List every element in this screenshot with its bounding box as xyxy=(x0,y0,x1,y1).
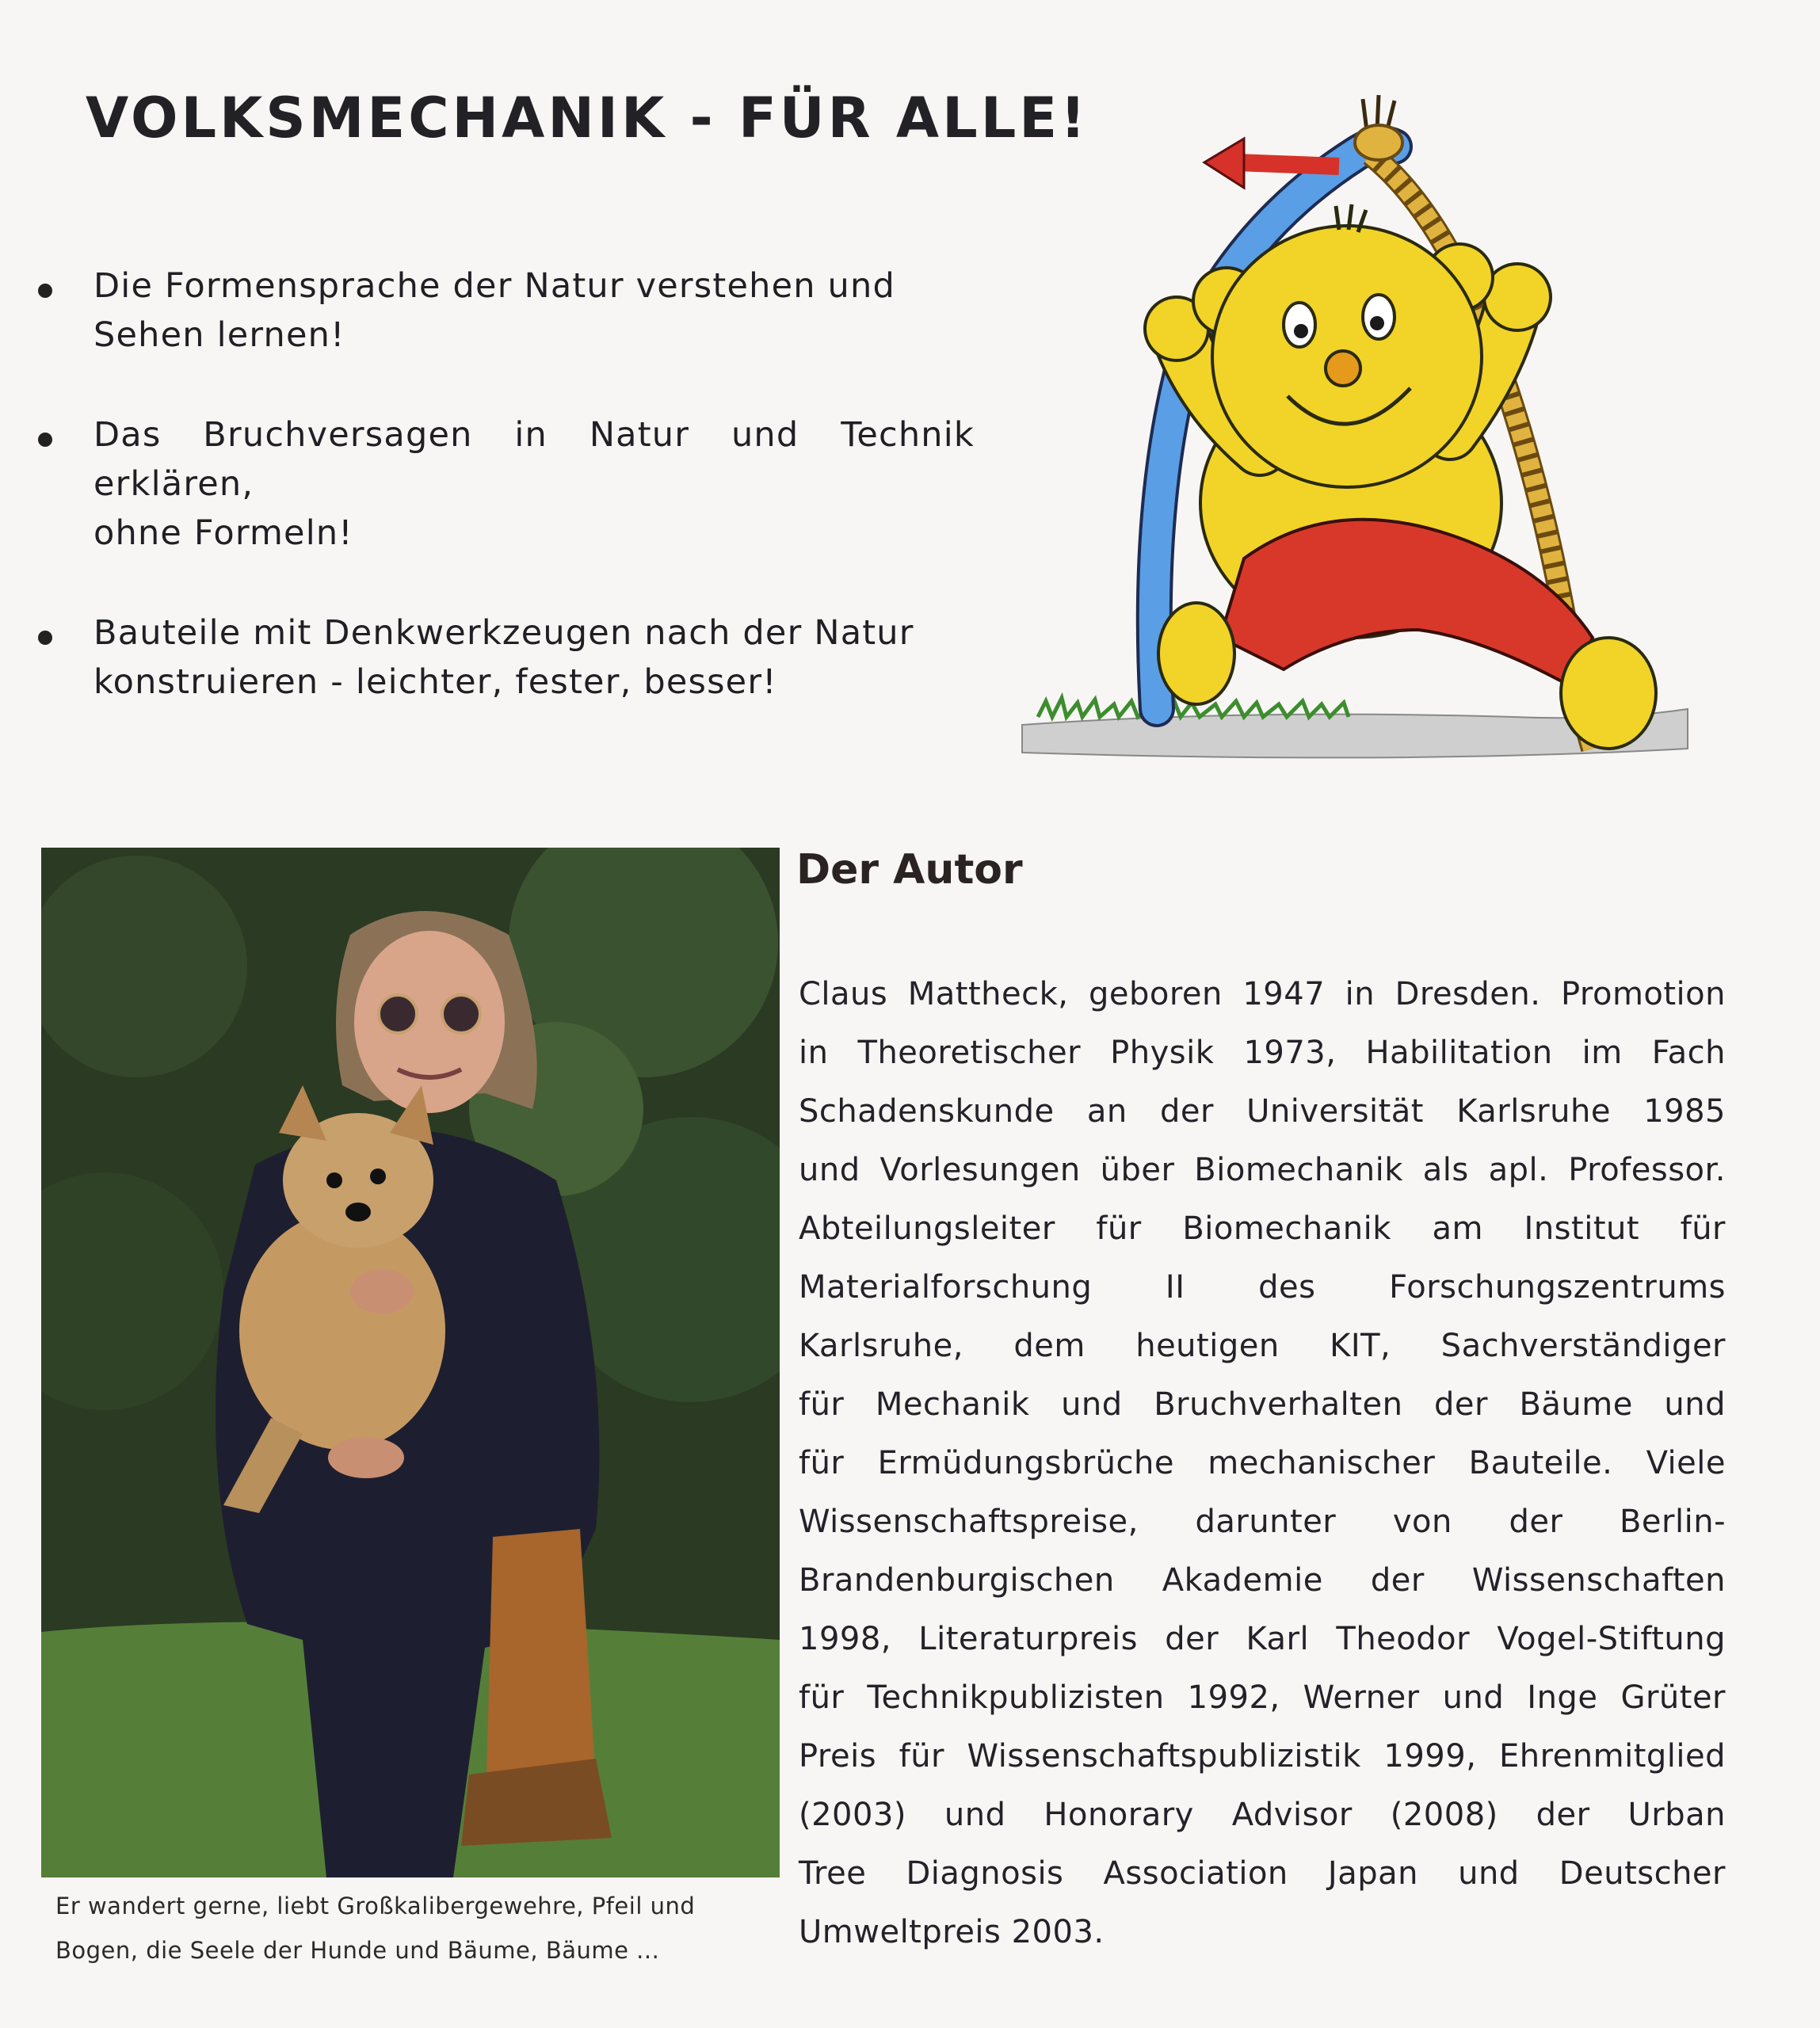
bullet-dot-icon xyxy=(38,433,52,447)
bullet-line: ohne Formeln! xyxy=(93,513,353,553)
author-heading: Der Autor xyxy=(796,846,1023,894)
bio-line: Preis für Wissenschaftspublizistik 1999, Ehrenmitglied xyxy=(799,1738,1726,1774)
bio-line: Materialforschung II des Forschungszentrums xyxy=(799,1269,1726,1306)
caption-line: Bogen, die Seele der Hunde und Bäume, Bäume ... xyxy=(55,1937,660,1964)
bullet-line: Bauteile mit Denkwerkzeugen nach der Natur xyxy=(93,613,914,653)
author-biography xyxy=(799,965,1726,1961)
bear-bending-rod-illustration xyxy=(1006,83,1735,780)
bio-line: Umweltpreis 2003. xyxy=(799,1914,1105,1950)
bullet-item xyxy=(32,410,975,558)
bullet-line: Das Bruchversagen in Natur und Technik erklären, xyxy=(93,415,975,504)
bullet-dot-icon xyxy=(38,284,52,298)
bio-line: in Theoretischer Physik 1973, Habilitation im Fach xyxy=(799,1035,1726,1071)
bio-line: und Vorlesungen über Biomechanik als apl. Professor. xyxy=(799,1152,1726,1188)
bio-line: Brandenburgischen Akademie der Wissenschaften xyxy=(799,1562,1726,1599)
bio-line: Schadenskunde an der Universität Karlsruhe 1985 xyxy=(799,1093,1726,1130)
bio-line: für Ermüdungsbrüche mechanischer Bauteile. Viele xyxy=(799,1445,1726,1481)
page-title: VOLKSMECHANIK - FÜR ALLE! xyxy=(86,86,1089,151)
bullet-line: konstruieren - leichter, fester, besser! xyxy=(93,662,777,702)
photo-caption xyxy=(55,1884,800,1973)
author-with-dog-photo xyxy=(41,848,780,1877)
bio-line: Tree Diagnosis Association Japan und Deutscher xyxy=(799,1855,1726,1892)
bullet-item xyxy=(32,608,975,707)
caption-line: Er wandert gerne, liebt Großkalibergewehre, Pfeil und xyxy=(55,1893,696,1919)
bio-line: (2003) und Honorary Advisor (2008) der Urban xyxy=(799,1797,1726,1833)
bullet-line: Sehen lernen! xyxy=(93,315,345,355)
bio-line: für Mechanik und Bruchverhalten der Bäume und xyxy=(799,1386,1726,1423)
bio-line: Karlsruhe, dem heutigen KIT, Sachverständiger xyxy=(799,1328,1726,1364)
bullet-dot-icon xyxy=(38,631,52,645)
bullet-list xyxy=(32,261,975,757)
bio-line: Claus Mattheck, geboren 1947 in Dresden. Promotion xyxy=(799,976,1726,1012)
bio-line: für Technikpublizisten 1992, Werner und Inge Grüter xyxy=(799,1679,1726,1716)
bio-line: Abteilungsleiter für Biomechanik am Institut für xyxy=(799,1210,1726,1247)
bio-line: Wissenschaftspreise, darunter von der Berlin- xyxy=(799,1504,1726,1540)
bio-line: 1998, Literaturpreis der Karl Theodor Vogel-Stiftung xyxy=(799,1621,1726,1657)
bullet-line: Die Formensprache der Natur verstehen und xyxy=(93,266,895,306)
bullet-item xyxy=(32,261,975,360)
